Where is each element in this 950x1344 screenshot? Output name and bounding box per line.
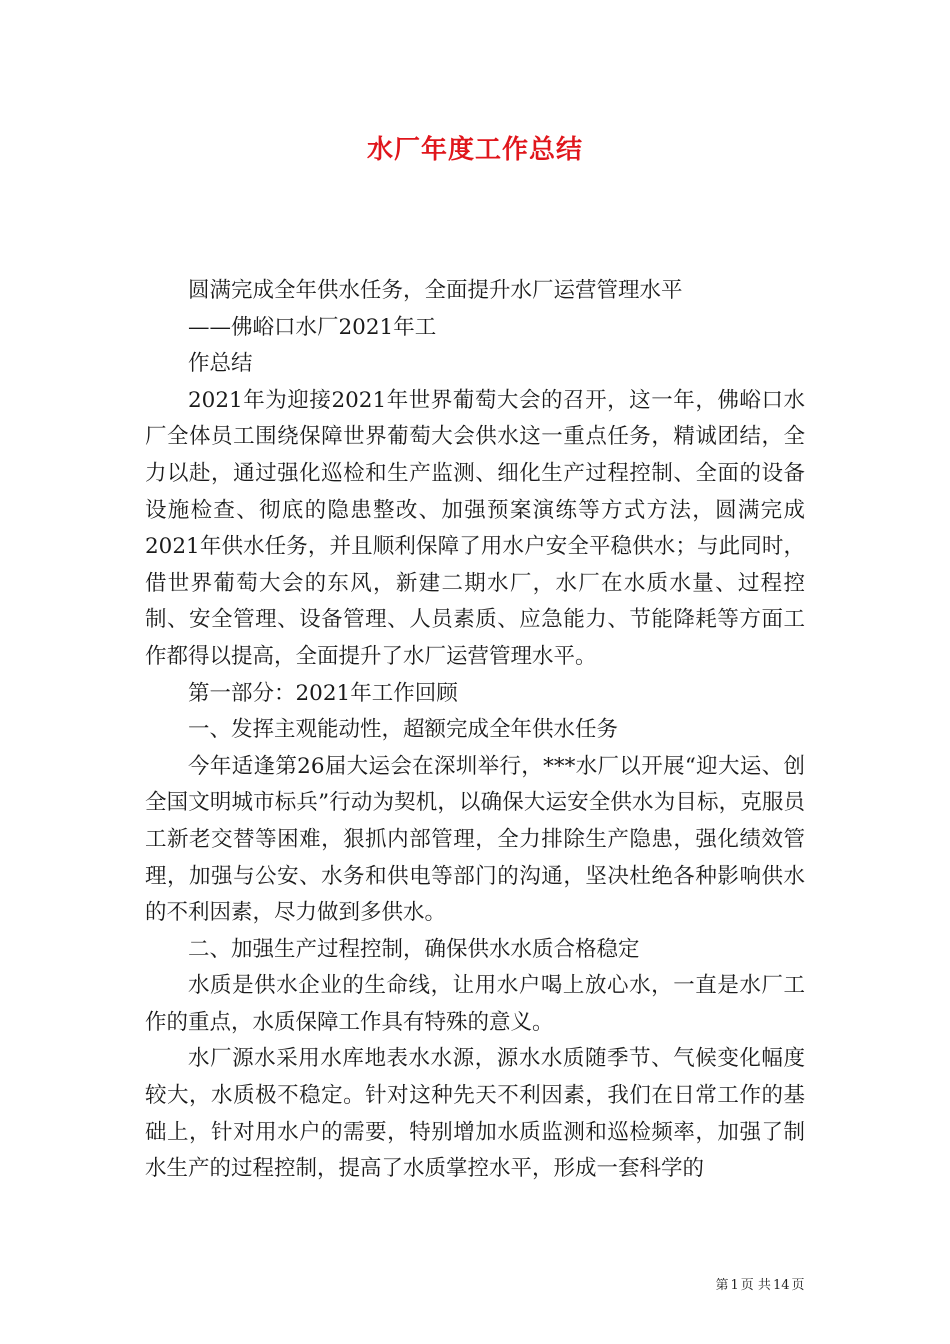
total-pages-number: 14 — [772, 1278, 790, 1293]
subtitle-line: 作总结 — [188, 351, 253, 377]
subtitle-line: 圆满完成全年供水任务，全面提升水厂运营管理水平 — [188, 278, 683, 303]
footer-middle: 页 共 — [740, 1278, 771, 1293]
body-paragraph: 2021年为迎接2021年世界葡萄大会的召开，这一年，佛峪口水厂全体员工围绕保障世界葡萄大会供水这一重点任务，精诚团结，全力以赴，通过强化巡检和生产监测、细化生产过程控制、全面的设备设施检查、彻底的隐患整改、加强预案演练等方式方法，圆满完成2021年供水任务，并且顺利保障了用水户安全平稳供水；与此同时，借世界葡萄大会的东风，新建二期水厂，水厂在水质水量、过程控制、安全管理、设备管理、人员素质、应急能力、节能降耗等方面工作都得以提高，全面提升了水厂运营管理水平。 — [145, 387, 805, 669]
page-footer — [700, 1277, 820, 1295]
body-paragraph: 今年适逢第26届大运会在深圳举行，***水厂以开展“迎大运、创全国文明城市标兵”行动为契机，以确保大运安全供水为目标，克服员工新老交替等困难，狠抓内部管理，全力排除生产隐患，强化绩效管理，加强与公安、水务和供电等部门的沟通，坚决杜绝各种影响供水的不利因素，尽力做到多供水。 — [145, 753, 805, 926]
section-heading: 二、加强生产过程控制，确保供水水质合格稳定 — [188, 936, 640, 962]
subtitle-line: ——佛峪口水厂2021年工 — [188, 314, 437, 340]
section-heading: 一、发挥主观能动性，超额完成全年供水任务 — [188, 717, 619, 743]
body-paragraph: 水厂源水采用水库地表水水源，源水水质随季节、气候变化幅度较大，水质极不稳定。针对这种先天不利因素，我们在日常工作的基础上，针对用水户的需要，特别增加水质监测和巡检频率，加强了制水生产的过程控制，提高了水质掌控水平，形成一套科学的 — [145, 1046, 805, 1182]
section-heading: 第一部分：2021年工作回顾 — [188, 680, 458, 706]
document-body — [145, 273, 805, 1188]
footer-prefix: 第 — [715, 1278, 729, 1293]
current-page-number: 1 — [730, 1278, 739, 1293]
document-title: 水厂年度工作总结 — [366, 135, 583, 165]
body-paragraph: 水质是供水企业的生命线，让用水户喝上放心水，一直是水厂工作的重点，水质保障工作具有特殊的意义。 — [145, 973, 805, 1035]
footer-suffix: 页 — [791, 1278, 805, 1293]
